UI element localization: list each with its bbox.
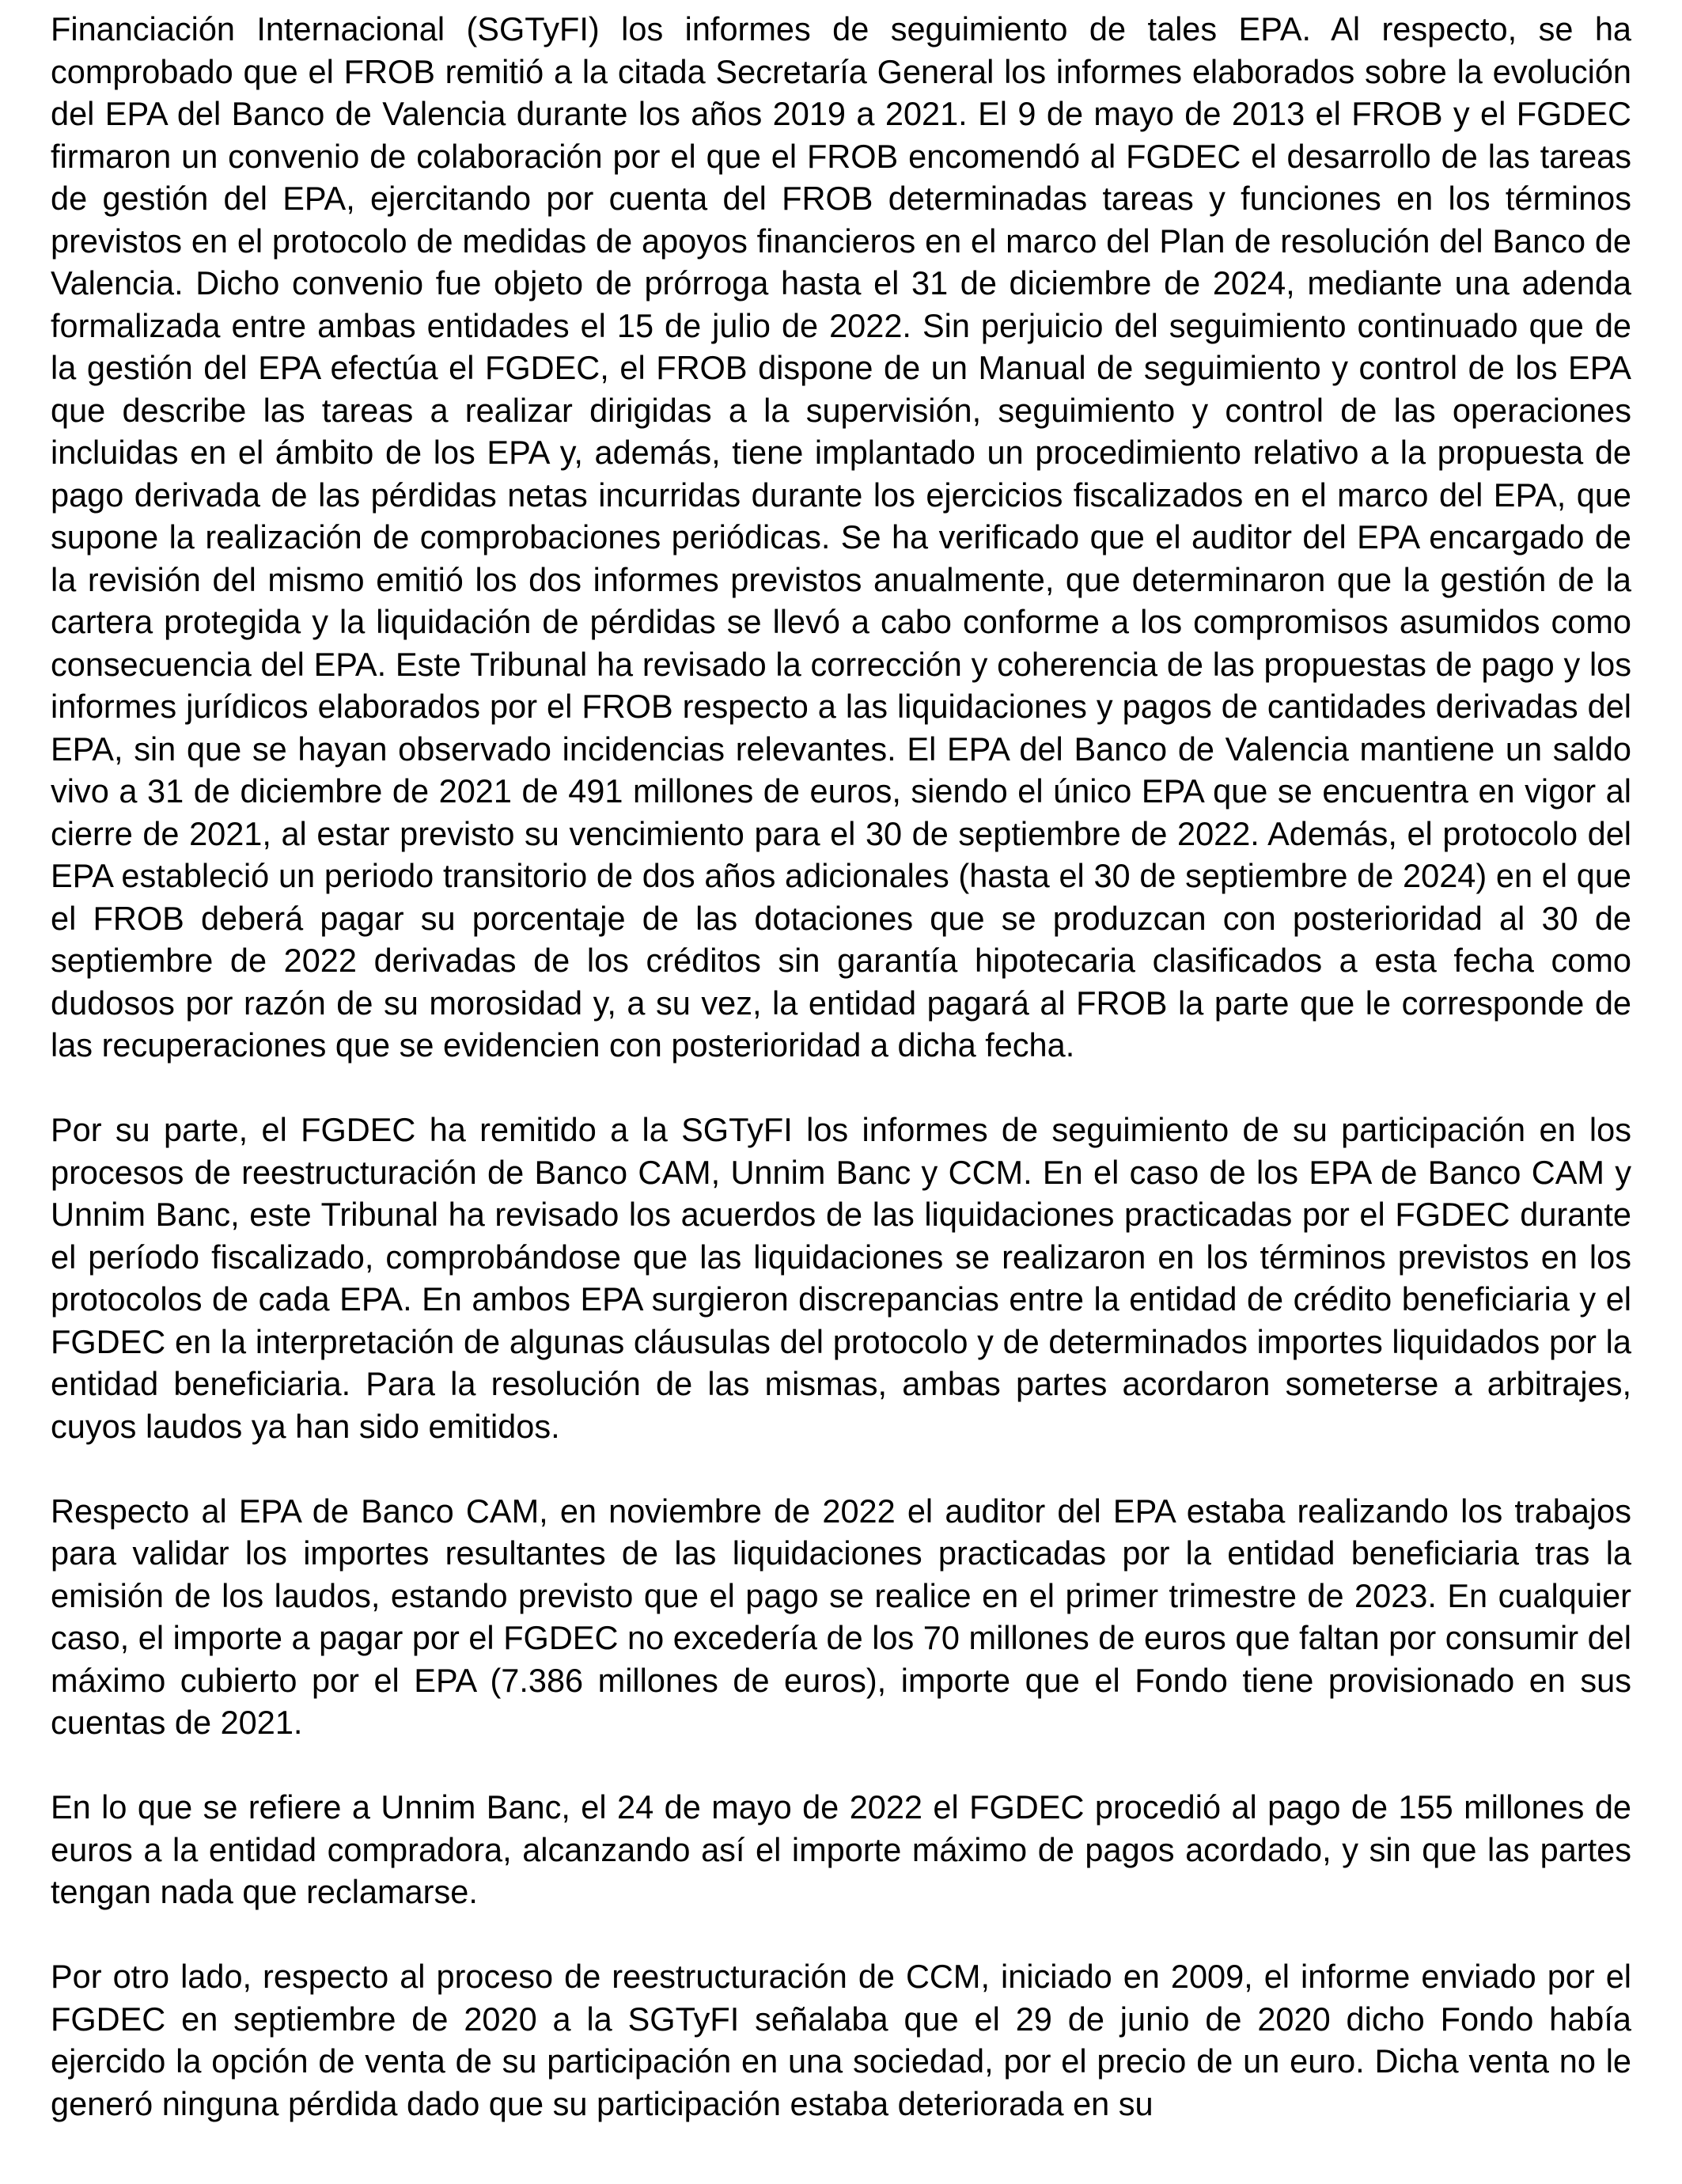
paragraph-frob-banco-valencia-epa: Financiación Internacional (SGTyFI) los informes de seguimiento de tales EPA. Al respecto, se ha comprobado que el FROB remitió a la citada Secretaría General los informes elaborados sobre la evolución del EPA del Banco de Valencia durante los años 2019 a 2021. El 9 de mayo de 2013 el FROB y el FGDEC firmaron un convenio de colaboración por el que el FROB encomendó al FGDEC el desarrollo de las tareas de gestión del EPA, ejercitando por cuenta del FROB determinadas tareas y funciones en los términos previstos en el protocolo de medidas de apoyos financieros en el marco del Plan de resolución del Banco de Valencia. Dicho convenio fue objeto de prórroga hasta el 31 de diciembre de 2024, mediante una adenda formalizada entre ambas entidades el 15 de julio de 2022. Sin perjuicio del seguimiento continuado que de la gestión del EPA efectúa el FGDEC, el FROB dispone de un Manual de seguimiento y control de los EPA que describe las tareas a realizar dirigidas a la supervisión, seguimiento y control de las operaciones incluidas en el ámbito de los EPA y, además, tiene implantado un procedimiento relativo a la propuesta de pago derivada de las pérdidas netas incurridas durante los ejercicios fiscalizados en el marco del EPA, que supone la realización de comprobaciones periódicas. Se ha verificado que el auditor del EPA encargado de la revisión del mismo emitió los dos informes previstos anualmente, que determinaron que la gestión de la cartera protegida y la liquidación de pérdidas se llevó a cabo conforme a los compromisos asumidos como consecuencia del EPA. Este Tribunal ha revisado la corrección y coherencia de las propuestas de pago y los informes jurídicos elaborados por el FROB respecto a las liquidaciones y pagos de cantidades derivadas del EPA, sin que se hayan observado incidencias relevantes. El EPA del Banco de Valencia mantiene un saldo vivo a 31 de diciembre de 2021 de 491 millones de euros, siendo el único EPA que se encuentra en vigor al cierre de 2021, al estar previsto su vencimiento para el 30 de septiembre de 2022. Además, el protocolo del EPA estableció un periodo transitorio de dos años adicionales (hasta el 30 de septiembre de 2024) en el que el FROB deberá pagar su porcentaje de las dotaciones que se produzcan con posterioridad al 30 de septiembre de 2022 derivadas de los créditos sin garantía hipotecaria clasificados a esta fecha como dudosos por razón de su morosidad y, a su vez, la entidad pagará al FROB la parte que le corresponde de las recuperaciones que se evidencien con posterioridad a dicha fecha. bbox=[51, 10, 1631, 1064]
paragraph-fgdec-reestructuracion: Por su parte, el FGDEC ha remitido a la SGTyFI los informes de seguimiento de su participación en los procesos de reestructuración de Banco CAM, Unnim Banc y CCM. En el caso de los EPA de Banco CAM y Unnim Banc, este Tribunal ha revisado los acuerdos de las liquidaciones practicadas por el FGDEC durante el período fiscalizado, comprobándose que las liquidaciones se realizaron en los términos previstos en los protocolos de cada EPA. En ambos EPA surgieron discrepancias entre la entidad de crédito beneficiaria y el FGDEC en la interpretación de algunas cláusulas del protocolo y de determinados importes liquidados por la entidad beneficiaria. Para la resolución de las mismas, ambas partes acordaron someterse a arbitrajes, cuyos laudos ya han sido emitidos. bbox=[51, 1111, 1631, 1445]
document-page bbox=[51, 8, 1631, 2125]
paragraph-ccm: Por otro lado, respecto al proceso de reestructuración de CCM, iniciado en 2009, el informe enviado por el FGDEC en septiembre de 2020 a la SGTyFI señalaba que el 29 de junio de 2020 dicho Fondo había ejercido la opción de venta de su participación en una sociedad, por el precio de un euro. Dicha venta no le generó ninguna pérdida dado que su participación estaba deteriorada en su bbox=[51, 1958, 1631, 2122]
paragraph-epa-banco-cam: Respecto al EPA de Banco CAM, en noviembre de 2022 el auditor del EPA estaba realizando los trabajos para validar los importes resultantes de las liquidaciones practicadas por la entidad beneficiaria tras la emisión de los laudos, estando previsto que el pago se realice en el primer trimestre de 2023. En cualquier caso, el importe a pagar por el FGDEC no excedería de los 70 millones de euros que faltan por consumir del máximo cubierto por el EPA (7.386 millones de euros), importe que el Fondo tiene provisionado en sus cuentas de 2021. bbox=[51, 1492, 1631, 1741]
paragraph-unnim-banc: En lo que se refiere a Unnim Banc, el 24 de mayo de 2022 el FGDEC procedió al pago de 155 millones de euros a la entidad compradora, alcanzando así el importe máximo de pagos acordado, y sin que las partes tengan nada que reclamarse. bbox=[51, 1788, 1631, 1910]
